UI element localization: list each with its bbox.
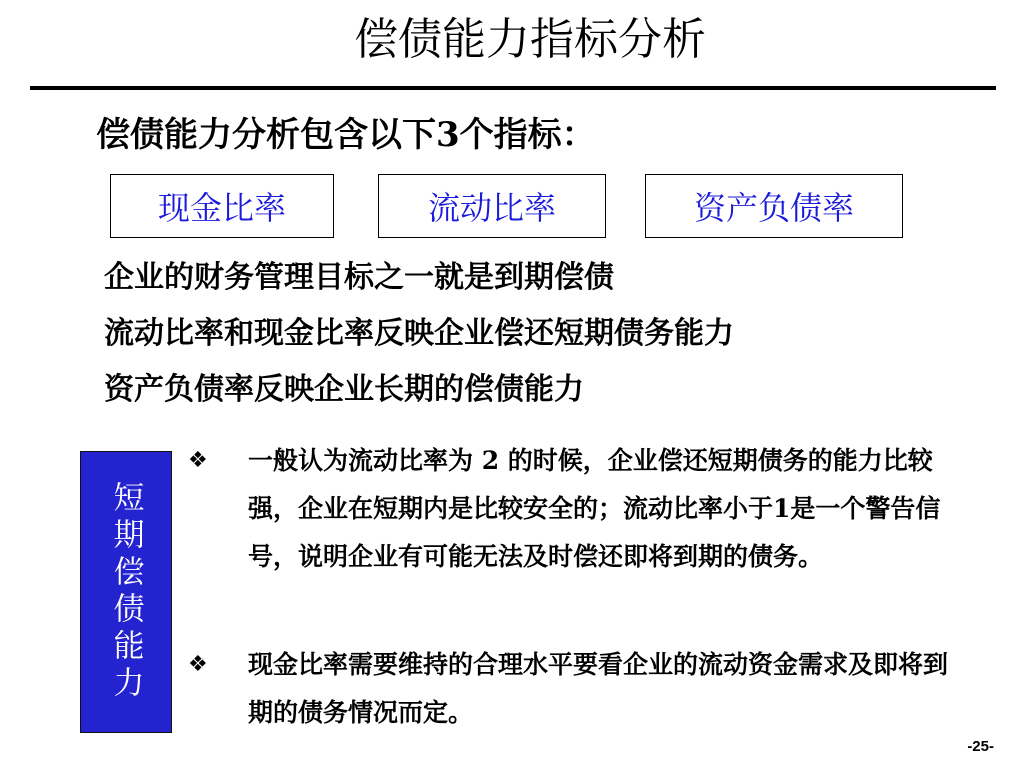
diamond-bullet-icon: ❖: [188, 448, 208, 473]
side-label-box: [80, 451, 172, 733]
intro-text: 偿债能力分析包含以下3个指标：: [96, 115, 596, 155]
indicator-debt-ratio: 资产负债率: [645, 174, 903, 238]
indicator-current-ratio: 流动比率: [378, 174, 606, 238]
indicator-cash-ratio: 现金比率: [110, 174, 334, 238]
bullet-cash-ratio: 现金比率需要维持的合理水平要看企业的流动资金需求及即将到期的债务情况而定。: [248, 650, 949, 727]
statement-long-term: 资产负债率反映企业长期的偿债能力: [104, 372, 584, 407]
side-label-text: 短期偿债能力: [107, 481, 144, 703]
slide-title: 偿债能力指标分析: [354, 14, 706, 65]
statement-short-term: 流动比率和现金比率反映企业偿还短期债务能力: [104, 316, 734, 351]
title-divider: [30, 86, 996, 90]
page-number: -25-: [967, 738, 994, 755]
diamond-bullet-icon: ❖: [188, 652, 208, 677]
statement-debt-goal: 企业的财务管理目标之一就是到期偿债: [104, 260, 614, 295]
bullet-current-ratio: 一般认为流动比率为 2 的时候，企业偿还短期债务的能力比较强，企业在短期内是比较安全的；流动比率小于1是一个警告信号，说明企业有可能无法及时偿还即将到期的债务。: [248, 446, 941, 571]
